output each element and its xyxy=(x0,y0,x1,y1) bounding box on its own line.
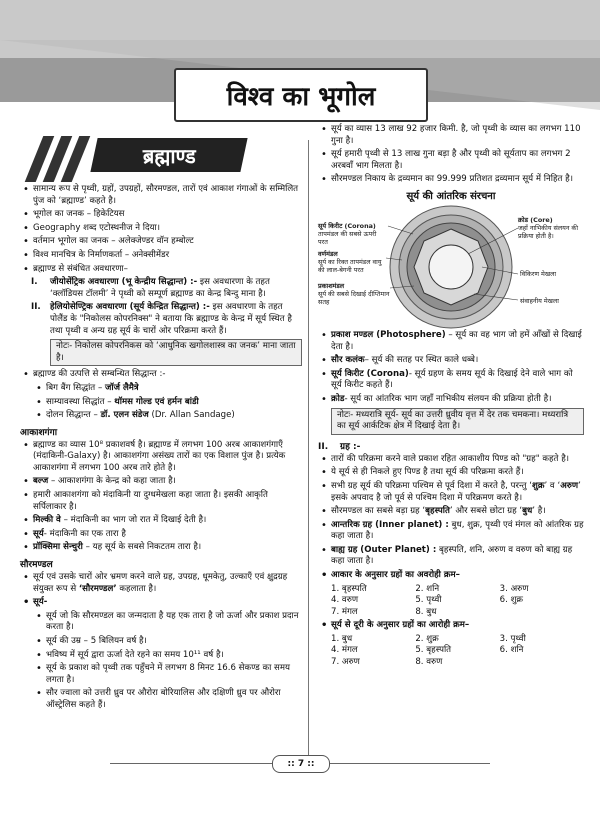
grid-cell: 2. शनि xyxy=(415,583,440,594)
column-divider xyxy=(308,140,309,762)
page-number: :: 7 :: xyxy=(272,755,330,773)
dist-order-heading: • सूर्य से दूरी के अनुसार ग्रहों का आरोही क्रम– xyxy=(318,620,584,632)
grid-cell: 5. पृथ्वी xyxy=(415,595,442,606)
left-column xyxy=(20,124,302,714)
label-chromosphere: वर्णमंडल सूर्य का रिक्त तापमंडल वायु की लाल-बेगनी परत xyxy=(318,249,382,274)
list-item: • भविष्य में सूर्य द्वारा ऊर्जा देते रहने का समय 10¹¹ वर्ष है। xyxy=(20,650,302,662)
label-corona: सूर्य किरीट (Corona) तापमंडल की सबसे ऊपरी परत xyxy=(318,221,377,246)
diagram-title: सूर्य की आंतरिक संरचना xyxy=(406,190,496,202)
list-item: • सूर्य की उम्र – 5 बिलियन वर्ष है। xyxy=(20,636,302,648)
origin-list xyxy=(20,369,302,421)
solar-system-heading: सौरमण्डल xyxy=(20,560,53,571)
grid-cell: 3. पृथ्वी xyxy=(499,633,526,644)
list-item: • बिग बैंग सिद्धांत – जॉर्ज लैमैत्रे xyxy=(20,383,302,395)
label-radiative: विकिरण मेखला xyxy=(520,269,557,278)
size-order-heading: • आकार के अनुसार ग्रहों का अवरोही क्रम– xyxy=(318,570,584,582)
right-column xyxy=(318,124,584,670)
grid-cell: 5. बृहस्पति xyxy=(415,645,452,656)
grid-cell: 7. मंगल xyxy=(331,606,358,617)
note-box: नोटः- मध्यरात्रि सूर्य- सूर्य का उत्तरी ध्रुवीय वृत्त में देर तक चमकना। मध्यरात्रि का सूर्य आर्कटिक क्षेत्र में दिखाई देता है। xyxy=(331,408,584,435)
list-item: • सौरमण्डल का सबसे बड़ा ग्रह ‘बृहस्पति’ और सबसे छोटा ग्रह ‘बुध’ है। xyxy=(318,506,584,518)
core-layer xyxy=(429,245,473,289)
list-item: • सौर कलंक– सूर्य की सतह पर स्थित काले धब्बे। xyxy=(318,355,584,367)
list-item: • बाह्य ग्रह (Outer Planet) : बृहस्पति, शनि, अरुण व वरुण को बाह्य ग्रह कहा जाता है। xyxy=(318,545,584,568)
dist-order-list xyxy=(318,620,584,632)
list-item: • हमारी आकाशगंगा को मंदाकिनी या दुग्धमेखला कहा जाता है। इसकी आकृति सर्पिलाकार है। xyxy=(20,490,302,513)
sun-facts-list xyxy=(318,124,584,186)
list-item: • आन्तरिक ग्रह (Inner planet) : बुध, शुक्र, पृथ्वी एवं मंगल को आंतरिक ग्रह कहा जाता है। xyxy=(318,520,584,543)
grid-cell: 4. मंगल xyxy=(331,645,358,656)
list-item: • ब्रह्माण्ड की उत्पत्ति से सम्बन्धित सिद्धान्त :- xyxy=(20,369,302,381)
planets-list xyxy=(318,454,584,582)
size-order-grid xyxy=(318,584,584,619)
list-item: • दोलन सिद्धान्त – डॉ. एलन संडेज (Dr. Allan Sandage) xyxy=(20,410,302,422)
section-header xyxy=(20,124,302,184)
list-item: • सूर्य- मंदाकिनी का एक तारा है xyxy=(20,529,302,541)
solar-list xyxy=(20,572,302,712)
label-core: क्रोड (Core) जहाँ नाभिकीय संलयन की प्रक्रिया होती है। xyxy=(518,215,578,240)
grid-cell: 7. अरुण xyxy=(331,656,360,667)
list-item: • भूगोल का जनक – हिकेटियस xyxy=(20,209,302,221)
galaxy-heading: आकाशगंगा xyxy=(20,427,58,438)
list-item: • प्रॉक्सिमा सेन्चुरी – यह सूर्य के सबसे निकटतम तारा है। xyxy=(20,542,302,554)
list-item: • साम्यावस्था सिद्धांत – थॉमस गोल्ड एवं हर्मन बांडी xyxy=(20,397,302,409)
section-label: ब्रह्माण्ड xyxy=(90,138,247,172)
list-item: • बल्ज – आकाशगंगा के केन्द्र को कहा जाता है। xyxy=(20,476,302,488)
grid-cell: 8. वरुण xyxy=(415,656,443,667)
note-box: नोटः- निकोलस कोपरनिकस को ‘आधुनिक खगोलशास्त्र का जनक’ माना जाता है। xyxy=(50,339,302,366)
list-item: • वर्तमान भूगोल का जनक – अलेक्जेण्डर वॉन हम्बोल्ट xyxy=(20,236,302,248)
label-photosphere: प्रकाशमंडल सूर्य की सबसे दिखाई दीप्तिमान सतह xyxy=(318,281,390,306)
grid-cell: 8. बुध xyxy=(415,606,437,617)
list-item: • प्रकाश मण्डल (Photosphere) – सूर्य का वह भाग जो हमें आँखों से दिखाई देता है। xyxy=(318,330,584,353)
concept-heliocentric: II. हेलियोसेण्ट्रिक अवधारणा (सूर्य केन्द्रित सिद्धान्त) :- इस अवधारणा के तहत पोलैंड के "निकोलस कोपरनिक्स" ने बताया कि ब्रह्माण्ड के केन्द्र में सूर्य स्थित है तथा पृथ्वी व अन्य ग्रह सूर्य के चारों ओर परिक्रमा करते हैं। xyxy=(31,302,292,336)
dist-order-grid xyxy=(318,634,584,669)
list-item: • सूर्य जो कि सौरमण्डल का जन्मदाता है यह एक तारा है जो ऊर्जा और प्रकाश प्रदान करता है। xyxy=(20,611,302,634)
grid-cell: 2. शुक्र xyxy=(415,633,439,644)
list-item: • तारों की परिक्रमा करने वाले प्रकाश रहित आकाशीय पिण्ड को "ग्रह" कहते है। xyxy=(318,454,584,466)
list-item: • सभी ग्रह सूर्य की परिक्रमा पश्चिम से पूर्व दिशा में करते है, परन्तु ‘शुक्र’ व ‘अरुण’ इसके अपवाद है जो पूर्व से पश्चिम दिशा में परिक्रमण करते है। xyxy=(318,481,584,504)
grid-cell: 3. अरुण xyxy=(499,583,529,594)
grid-cell: 1. बुध xyxy=(331,633,353,644)
list-item: • सौर ज्वाला को उत्तरी ध्रुव पर औरोरा बोरियालिस और दक्षिणी ध्रुव पर औरोरा ऑस्ट्रेलिस कहते हैं। xyxy=(20,688,302,711)
sun-layers-list xyxy=(318,330,584,406)
grid-cell: 6. शुक्र xyxy=(499,595,524,606)
list-item: • सूर्य एवं उसके चारों ओर भ्रमण करने वाले ग्रह, उपग्रह, धूमकेतु, उल्काएँ एवं क्षुद्रग्रह संयुक्त रूप से ‘सौरमण्डल’ कहलाता है। xyxy=(20,572,302,595)
list-item: • सूर्य किरीट (Corona)- सूर्य ग्रहण के समय सूर्य के दिखाई देने वाले भाग को सूर्य किरीट कहते हैं। xyxy=(318,369,584,392)
list-item: • सौरमण्डल निकाय के द्रव्यमान का 99.999 प्रतिशत द्रव्यमान सूर्य में निहित है। xyxy=(318,174,584,186)
list-item: • सूर्य के प्रकाश को पृथ्वी तक पहुँचने में लगभग 8 मिनट 16.6 सेकण्ड का समय लगता है। xyxy=(20,663,302,686)
sun-structure-diagram xyxy=(318,204,584,330)
galaxy-list xyxy=(20,440,302,554)
list-item: • सूर्य का व्यास 13 लाख 92 हजार किमी. है, जो पृथ्वी के व्यास का लगभग 110 गुना है। xyxy=(318,124,584,147)
sun-heading: • सूर्य- xyxy=(20,597,302,609)
grid-cell: 6. शनि xyxy=(499,645,524,656)
grid-cell: 4. वरुण xyxy=(331,595,359,606)
planets-heading: II. ग्रह :- xyxy=(318,441,361,452)
list-item: • Geography शब्द एटोस्थनीज ने दिया। xyxy=(20,223,302,235)
list-item: • ब्रह्माण्ड से संबंधित अवधारणा– xyxy=(20,264,302,276)
list-item: • ये सूर्य से ही निकले हुए पिण्ड है तथा सूर्य की परिक्रमा करते हैं। xyxy=(318,467,584,479)
list-item: • सूर्य हमारी पृथ्वी से 13 लाख गुना बड़ा है और पृथ्वी को सूर्यताप का लगभग 2 अरबवाँ भाग मिलता है। xyxy=(318,149,584,172)
label-convective: संवाहनीय मेखला xyxy=(520,296,559,305)
grid-cell: 1. बृहस्पति xyxy=(331,583,367,594)
concept-geocentric: I. जीयोसेंट्रिक अवधारणा (भू केन्द्रीय सिद्धान्त) :- इस अवधारणा के तहत ‘क्लॉडियस टॉलमी’ ने पृथ्वी को सम्पूर्ण ब्रह्माण्ड का केन्द्र बिन्दु माना है। xyxy=(31,277,270,299)
intro-list xyxy=(20,184,302,275)
list-item: • ब्रह्माण्ड का व्यास 10⁸ प्रकाशवर्ष है। ब्रह्माण्ड में लगभग 100 अरब आकाशगंगाएँ (मंदाकिनी-Galaxy) है। आकाशगंगा असंख्य तारों का एक विशाल पुंज है। प्रत्येक आकाशगंगा में लगभग 100 अरब तारे होते है। xyxy=(20,440,302,475)
list-item: • सामान्य रूप से पृथ्वी, ग्रहों, उपग्रहों, सौरमण्डल, तारों एवं आकाश गंगाओं के सम्मिलित पुंज को ‘ब्रह्माण्ड’ कहते है। xyxy=(20,184,302,207)
list-item: • क्रोड- सूर्य का आंतरिक भाग जहाँ नाभिकीय संलयन की प्रक्रिया होती है। xyxy=(318,394,584,406)
list-item: • विश्व मानचित्र के निर्माणकर्ता – अनेक्सीमेंडर xyxy=(20,250,302,262)
list-item: • मिल्की वे – मंदाकिनी का भाग जो रात में दिखाई देती है। xyxy=(20,515,302,527)
page-title: विश्व का भूगोल xyxy=(174,68,428,122)
